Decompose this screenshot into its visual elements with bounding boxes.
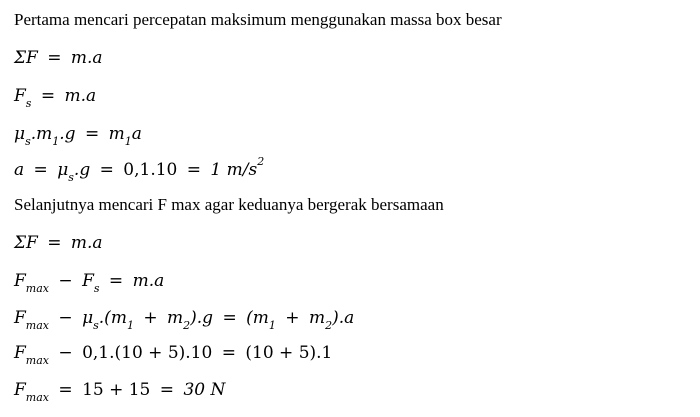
eq-term: .(m: [98, 308, 127, 328]
equation-newton-second-law-2: [14, 235, 103, 252]
eq-term: .g: [73, 160, 91, 180]
equation-newton-second-law: [14, 50, 103, 67]
eq-term: m.a: [70, 48, 103, 68]
eq-term: m: [167, 308, 184, 328]
eq-operator: +: [285, 308, 300, 328]
eq-term: (m: [246, 308, 269, 328]
eq-subscript: s: [68, 171, 74, 185]
equation-fmax-result: [14, 380, 226, 405]
eq-term: μ: [14, 124, 26, 144]
eq-value: 0,1.10: [123, 160, 178, 180]
equation-fmax-expanded: [14, 308, 355, 333]
eq-term: a: [131, 124, 142, 144]
eq-operator: +: [143, 308, 158, 328]
eq-term: ΣF: [14, 48, 38, 68]
eq-subscript: 2: [183, 319, 191, 333]
eq-result: 1 m/s: [210, 160, 258, 180]
eq-result: 30 N: [183, 380, 226, 400]
eq-operator: =: [222, 308, 237, 328]
eq-subscript: 1: [126, 319, 134, 333]
eq-term: ).a: [332, 308, 355, 328]
eq-subscript: max: [25, 391, 49, 405]
eq-value: (10 + 5).1: [245, 343, 333, 363]
eq-operator: =: [33, 160, 48, 180]
eq-operator: −: [58, 308, 73, 328]
eq-operator: =: [84, 124, 100, 144]
eq-term: μ: [82, 308, 94, 328]
eq-term: ΣF: [14, 233, 38, 253]
eq-term: m.a: [70, 233, 103, 253]
eq-term: m: [108, 124, 125, 144]
eq-operator: =: [47, 233, 62, 253]
eq-operator: =: [221, 343, 236, 363]
eq-subscript: 1: [52, 135, 60, 149]
eq-subscript: max: [25, 319, 49, 333]
eq-subscript: max: [25, 354, 49, 368]
eq-operator: =: [47, 48, 62, 68]
equation-fmax-minus-friction: [14, 271, 165, 296]
followup-text: Selanjutnya mencari F max agar keduanya bergerak bersamaan: [14, 195, 444, 214]
eq-term: a: [14, 160, 25, 180]
eq-term: F: [82, 271, 94, 291]
eq-subscript: s: [25, 97, 32, 111]
equation-friction-expanded: [14, 124, 142, 149]
eq-term: μ: [57, 160, 69, 180]
eq-operator: −: [58, 343, 73, 363]
eq-superscript: 2: [257, 155, 265, 169]
intro-text-line: [14, 11, 502, 28]
eq-operator: =: [40, 86, 56, 106]
eq-term: F: [14, 308, 26, 328]
eq-subscript: s: [93, 319, 99, 333]
eq-term: .g: [59, 124, 76, 144]
equation-friction-force: [14, 86, 97, 111]
eq-term: m.a: [132, 271, 165, 291]
eq-value: 15 + 15: [82, 380, 151, 400]
eq-term: m: [308, 308, 326, 328]
eq-term: F: [14, 271, 26, 291]
eq-term: m.a: [64, 86, 97, 106]
intro-text: Pertama mencari percepatan maksimum menggunakan massa box besar: [14, 10, 502, 29]
eq-subscript: 2: [325, 319, 333, 333]
equation-fmax-substituted: [14, 343, 333, 368]
eq-value: 0,1.(10 + 5).10: [82, 343, 213, 363]
equation-max-acceleration: [14, 155, 265, 185]
eq-term: F: [14, 380, 26, 400]
eq-term: ).g: [190, 308, 214, 328]
eq-subscript: max: [25, 282, 49, 296]
eq-term: F: [14, 343, 26, 363]
eq-subscript: 1: [124, 135, 132, 149]
eq-subscript: s: [93, 282, 100, 296]
eq-operator: =: [108, 271, 124, 291]
eq-operator: =: [186, 160, 202, 180]
eq-operator: −: [58, 271, 73, 291]
eq-operator: =: [159, 380, 175, 400]
eq-operator: =: [99, 160, 114, 180]
eq-subscript: s: [25, 135, 31, 149]
eq-term: .m: [30, 124, 53, 144]
followup-text-line: [14, 196, 444, 213]
eq-operator: =: [58, 380, 73, 400]
eq-term: F: [14, 86, 26, 106]
eq-subscript: 1: [268, 319, 276, 333]
